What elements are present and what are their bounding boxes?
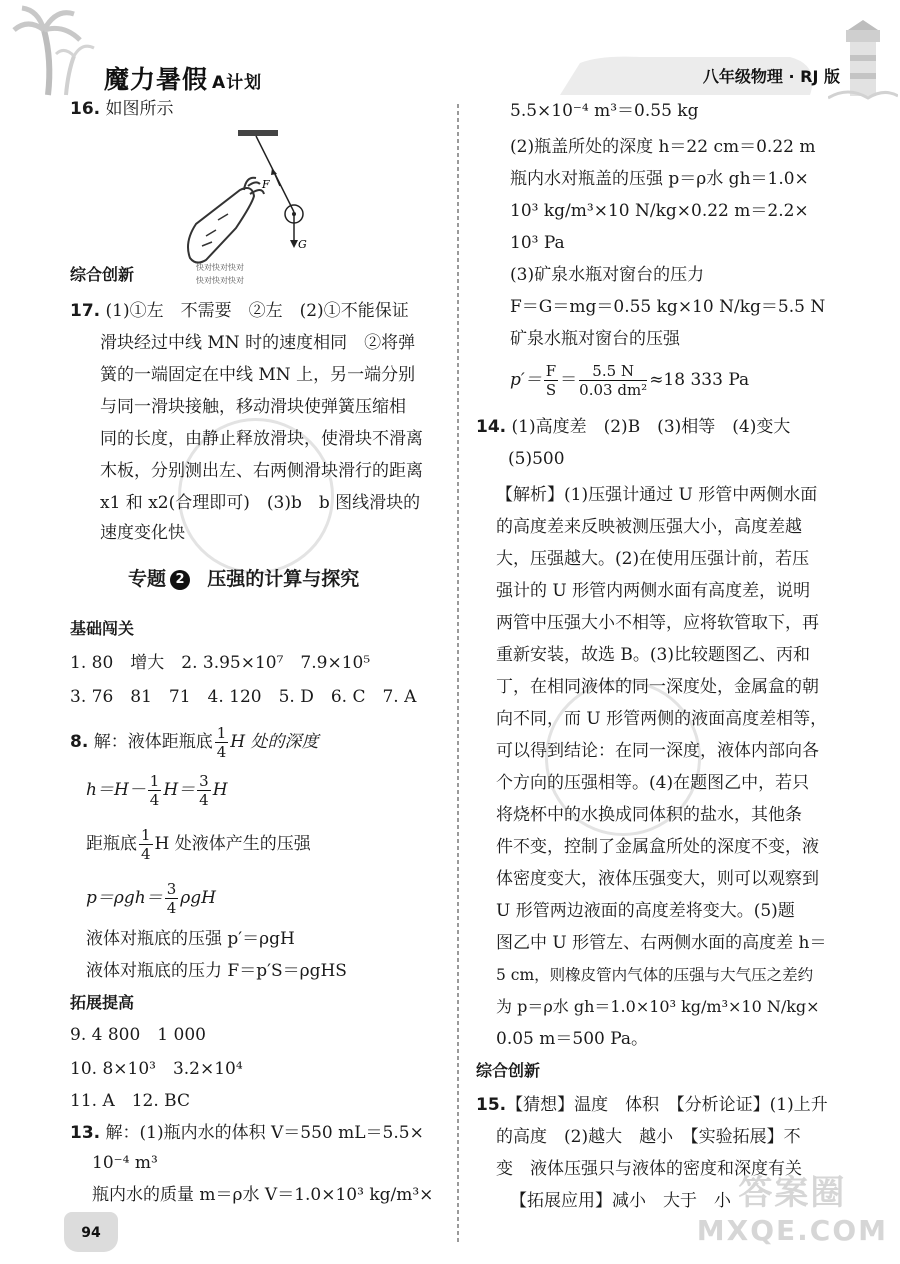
subject-label: 八年级物理 · RJ 版 <box>702 67 840 86</box>
palm-tree-icon <box>8 0 98 100</box>
answer-line: 10³ kg/m³×10 N/kg×0.22 m＝2.2× <box>510 201 809 221</box>
question-14: 14. (1)高度差 (2)B (3)相等 (4)变大 <box>476 417 791 437</box>
answer-line: (2)瓶盖所处的深度 h＝22 cm＝0.22 m <box>510 137 816 157</box>
question-8: 8. 解：液体距瓶底 $\frac{1}{4}$ H 处的深度 <box>70 724 319 761</box>
answers-row-1: 1. 80 增大 2. 3.95×10⁷ 7.9×10⁵ <box>70 653 371 673</box>
page-number: 94 <box>64 1212 118 1252</box>
question-14-line: 强计的 U 形管内两侧水面有高度差，说明 <box>496 581 811 601</box>
question-17-line: 滑块经过中线 MN 时的速度相同 ②将弹 <box>100 333 416 353</box>
question-8-formula-h: h＝H－ $\frac{1}{4}$ H＝ $\frac{3}{4}$ H <box>86 772 228 809</box>
column-divider <box>457 104 459 1244</box>
carrot-cartoon <box>188 178 264 263</box>
question-14-line: 5 cm，则橡皮管内气体的压强与大气压之差约 <box>496 966 814 984</box>
answer-line: 矿泉水瓶对窗台的压强 <box>510 329 680 349</box>
figure-caption-1: 快对快对快对 <box>196 263 244 272</box>
fraction-one-quarter: $\frac{1}{4}$ <box>216 724 227 761</box>
lighthouse-icon <box>828 20 898 100</box>
topic-number-badge: 2 <box>170 570 190 590</box>
question-8-line: 液体对瓶底的压强 p′＝ρgH <box>86 929 295 949</box>
fraction-one-quarter: $\frac{1}{4}$ <box>149 772 160 809</box>
fraction-three-quarters: $\frac{3}{4}$ <box>199 772 209 809</box>
carrot-pendulum-figure <box>176 124 356 274</box>
question-14-line: 体密度变大，液体压强变大，则可以观察到 <box>496 869 819 889</box>
question-17-line: 同的长度，由静止释放滑块，使滑块不滑离 <box>100 429 423 449</box>
answer-line: (3)矿泉水瓶对窗台的压力 <box>510 265 705 285</box>
question-14-line: 为 p＝ρ水 gh＝1.0×10³ kg/m³×10 N/kg× <box>496 997 820 1016</box>
page-header <box>0 0 900 100</box>
section-heading-basic: 基础闯关 <box>70 619 135 638</box>
question-13-line: 瓶内水的质量 m＝ρ水 V＝1.0×10³ kg/m³× <box>92 1185 434 1205</box>
label-f: F <box>262 178 270 191</box>
question-14-line: (5)500 <box>508 449 565 469</box>
question-9: 9. 4 800 1 000 <box>70 1025 206 1045</box>
question-14-line: U 形管两边液面的高度差将变大。(5)题 <box>496 901 795 921</box>
question-14-line: 将烧杯中的水换成同体积的盐水，其他条 <box>496 805 802 825</box>
fraction-value: $\frac{5.5 N}{\text{0.03 dm²}}$ <box>579 362 648 399</box>
label-g: G <box>298 238 307 251</box>
question-8-formula-p: p＝ρgh＝ $\frac{3}{4}$ ρgH <box>86 880 216 917</box>
question-14-line: 丁，在相同液体的同一深度处，金属盒的朝 <box>496 677 819 697</box>
question-14-line: 图乙中 U 形管左、右两侧水面的高度差 h＝ <box>496 933 827 953</box>
question-8-line: 液体对瓶底的压力 F＝p′S＝ρgHS <box>86 961 347 981</box>
answers-row-3: 3. 76 81 71 4. 120 5. D 6. C 7. A <box>70 687 417 707</box>
question-14-line: 个方向的压强相等。(4)在题图乙中，若只 <box>496 773 810 793</box>
question-17-line: 与同一滑块接触，移动滑块使弹簧压缩相 <box>100 397 406 417</box>
question-17-line: 速度变化快 <box>100 523 185 543</box>
question-13: 13. 解：(1)瓶内水的体积 V＝550 mL＝5.5× <box>70 1123 424 1143</box>
question-17-line: x1 和 x2(合理即可) (3)b b 图线滑块的 <box>100 493 421 513</box>
section-heading-synthesis-right: 综合创新 <box>476 1061 541 1080</box>
question-8-line: 距瓶底 $\frac{1}{4}$ H 处液体产生的压强 <box>86 826 311 863</box>
answer-line: F＝G＝mg＝0.55 kg×10 N/kg＝5.5 N <box>510 297 826 317</box>
question-15: 15.【猜想】温度 体积 【分析论证】(1)上升 <box>476 1095 828 1115</box>
section-heading-synthesis: 综合创新 <box>70 265 135 284</box>
section-heading-extension: 拓展提高 <box>70 993 135 1012</box>
question-14-line: 重新安装，故选 B。(3)比较题图乙、丙和 <box>496 645 810 665</box>
question-11-12: 11. A 12. BC <box>70 1091 190 1111</box>
question-15-line: 的高度 (2)越大 越小 【实验拓展】不 <box>496 1127 801 1147</box>
question-14-line: 的高度差来反映被测压强大小，高度差越 <box>496 517 802 537</box>
fraction-f-over-s: $\frac{F}{S}$ <box>545 362 557 399</box>
question-14-line: 大，压强越大。(2)在使用压强计前，若压 <box>496 549 810 569</box>
pressure-formula: p′＝ $\frac{F}{S}$ ＝ $\frac{5.5 N}{\text{0.03 dm²}}$ ≈18 333 Pa <box>510 362 750 399</box>
question-14-line: 【解析】(1)压强计通过 U 形管中两侧水面 <box>496 485 818 505</box>
question-17-line: 簧的一端固定在中线 MN 上，另一端分别 <box>100 365 416 385</box>
answer-line: 10³ Pa <box>510 233 565 253</box>
fraction-three-quarters: $\frac{3}{4}$ <box>166 880 177 917</box>
brand-title: 魔力暑假 A计划 <box>104 65 263 94</box>
fraction-one-quarter: $\frac{1}{4}$ <box>141 826 151 863</box>
question-14-line: 件不变，控制了金属盒所处的深度不变，液 <box>496 837 819 857</box>
question-14-line: 两管中压强大小不相等，应将软管取下，再 <box>496 613 819 633</box>
question-13-line: 10⁻⁴ m³ <box>92 1153 158 1173</box>
figure-caption-2: 快对快对快对 <box>196 276 244 285</box>
question-14-line: 0.05 m＝500 Pa。 <box>496 1029 649 1049</box>
question-15-line: 变 液体压强只与液体的密度和深度有关 <box>496 1159 802 1179</box>
site-watermark: 答案圈 MXQE.COM <box>696 1173 888 1247</box>
question-16: 16. 如图所示 <box>70 99 174 119</box>
question-14-line: 可以得到结论：在同一深度，液体内部向各 <box>496 741 819 761</box>
question-17: 17. (1)①左 不需要 ②左 (2)①不能保证 <box>70 301 409 321</box>
answer-line: 5.5×10⁻⁴ m³＝0.55 kg <box>510 101 699 121</box>
question-17-line: 木板，分别测出左、右两侧滑块滑行的距离 <box>100 461 423 481</box>
ceiling-hatch <box>238 130 278 136</box>
question-14-line: 向不同，而 U 形管两侧的液面高度差相等， <box>496 709 828 729</box>
question-15-line: 【拓展应用】减小 大于 小 <box>510 1191 731 1211</box>
question-10: 10. 8×10³ 3.2×10⁴ <box>70 1059 243 1079</box>
answer-line: 瓶内水对瓶盖的压强 p＝ρ水 gh＝1.0× <box>510 169 809 189</box>
topic-heading: 专题 2 压强的计算与探究 <box>128 568 360 590</box>
